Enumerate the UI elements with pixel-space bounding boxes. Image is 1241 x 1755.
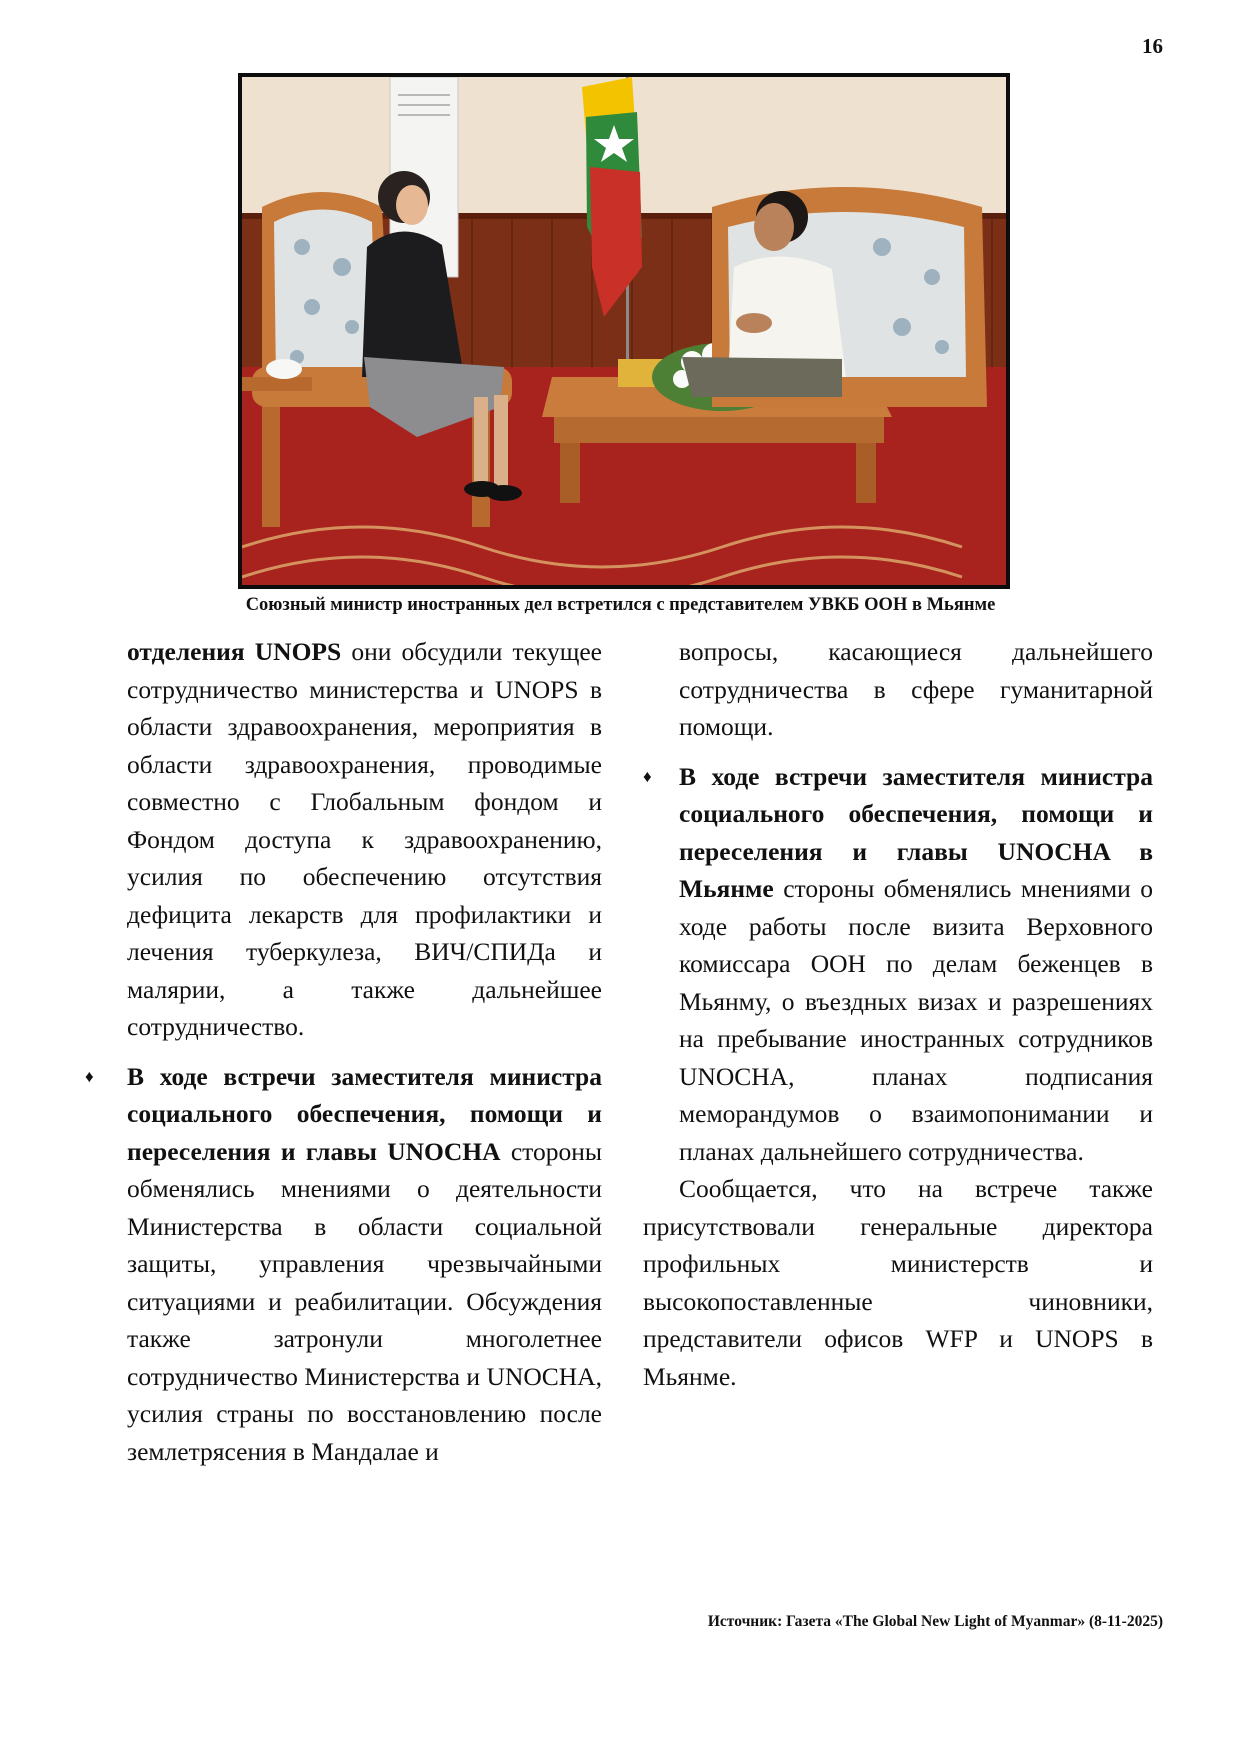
left-paragraph-text: они обсудили текущее сотрудничество министерства и UNOPS в области здравоохранения, мероприятия в области здравоохранения, проводимые совместно с Глобальным фондом и Фондом доступа к здравоохранению, усилия по обеспечению отсутствия дефицита лекарств для профилактики и лечения туберкулеза, ВИЧ/СПИДа и малярии, а также дальнейшее сотрудничество. <box>127 637 602 1041</box>
source-note: Источник: Газета «The Global New Light of Myanmar» (8-11-2025) <box>707 1613 1163 1630</box>
diamond-bullet-icon: ♦ <box>643 766 652 786</box>
left-bullet-bold-lead: В ходе встречи заместителя министра социального обеспечения, помощи и переселения и главы UNOCHA <box>127 1061 602 1166</box>
meeting-photo <box>238 73 1010 589</box>
right-column <box>643 633 1153 1395</box>
diamond-bullet-icon: ♦ <box>85 1066 94 1086</box>
left-column <box>85 633 603 1470</box>
tea-cup <box>266 359 302 379</box>
right-bullet-text: стороны обменялись мнениями о ходе работы после визита Верховного комиссара ООН по делам беженцев в Мьянму, о въездных визах и разрешениях на пребывание иностранных сотрудников UNOCHA, планах подписания меморандумов о взаимопонимании и планах дальнейшего сотрудничества. <box>679 874 1153 1166</box>
page-number: 16 <box>1142 34 1163 58</box>
right-paragraph-attendees: Сообщается, что на встрече также присутствовали генеральные директора профильных министерств и высокопоставленные чиновники, представители офисов WFP и UNOPS в Мьянме. <box>643 1174 1153 1391</box>
right-bullet-unocha <box>643 758 1153 1171</box>
photo-caption: Союзный министр иностранных дел встретился с представителем УВКБ ООН в Мьянме <box>245 595 996 615</box>
left-paragraph-unops <box>127 633 602 1046</box>
left-bullet-unocha <box>85 1058 603 1471</box>
left-armchair-upholstery <box>274 210 376 384</box>
man-longyi <box>682 357 842 397</box>
meeting-photo-illustration <box>242 77 1006 585</box>
right-paragraph-continuation: вопросы, касающиеся дальнейшего сотрудничества в сфере гуманитарной помощи. <box>679 637 1153 741</box>
left-bullet-text: стороны обменялись мнениями о деятельности Министерства в области социальной защиты, управления чрезвычайными ситуациями и реабилитации. Обсуждения также затронули многолетнее сотрудничество Министерства и UNOCHA, усилия страны по восстановлению после землетрясения в Мандалае и <box>127 1136 603 1466</box>
right-bullet-bold-lead: В ходе встречи заместителя министра социального обеспечения, помощи и переселения и главы UNOCHA в Мьянме <box>679 761 1153 903</box>
left-paragraph-bold-lead: отделения UNOPS <box>127 637 342 666</box>
